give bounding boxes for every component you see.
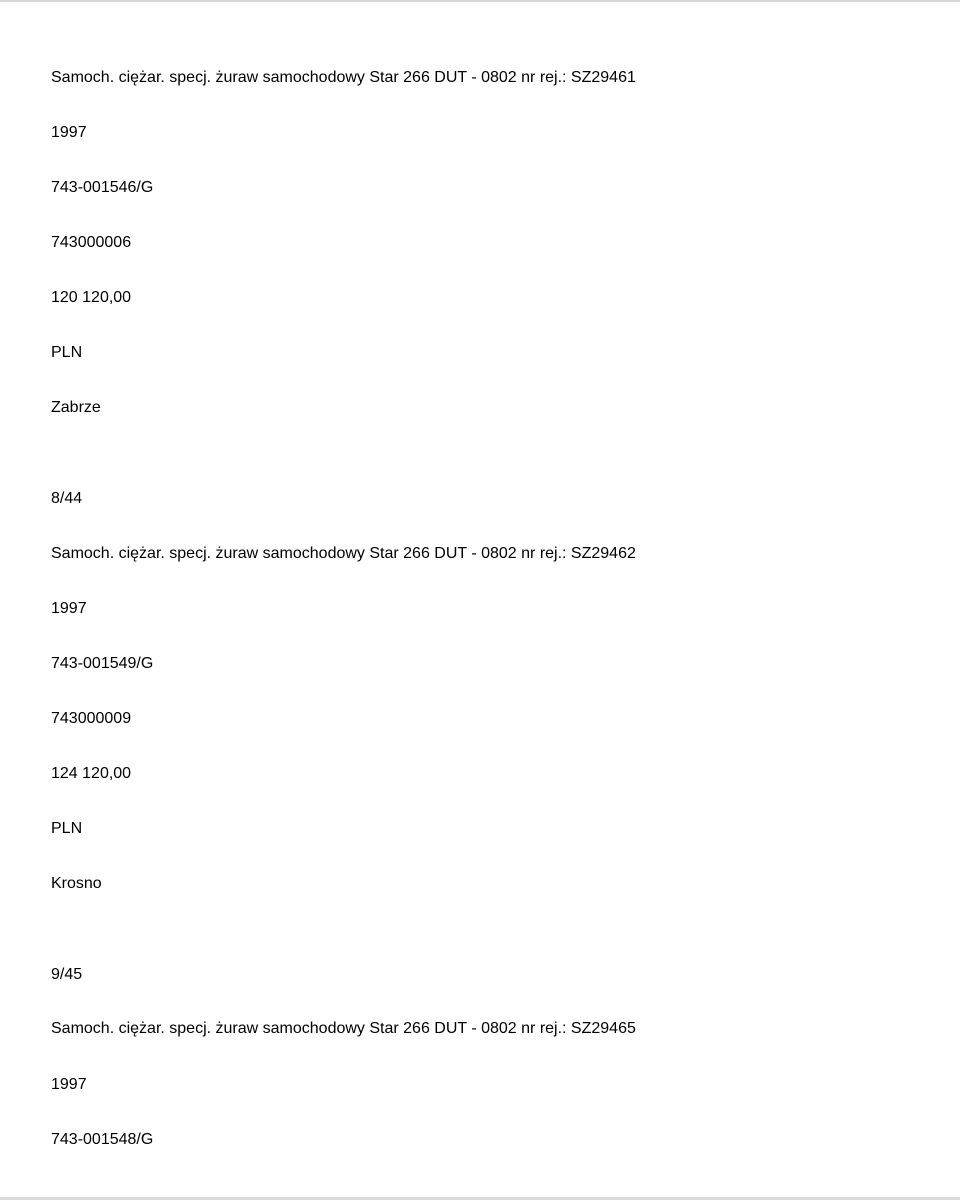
record-currency: PLN	[51, 344, 83, 361]
record-code: 743000009	[51, 710, 132, 727]
record-inventory-number: 743-001546/G	[51, 179, 154, 196]
record-inventory-number: 743-001549/G	[51, 655, 154, 672]
record-value: 120 120,00	[51, 289, 132, 306]
page-number: 8/44	[51, 490, 83, 507]
record-year: 1997	[51, 1076, 87, 1093]
record-location: Krosno	[51, 875, 102, 892]
record-inventory-number: 743-001548/G	[51, 1131, 154, 1148]
record-code: 743000006	[51, 234, 132, 251]
page-number: 9/45	[51, 966, 83, 983]
page-bottom-border	[0, 1197, 960, 1200]
record-currency: PLN	[51, 820, 83, 837]
record-location: Zabrze	[51, 399, 101, 416]
record-title: Samoch. ciężar. specj. żuraw samochodowy Star 266 DUT - 0802 nr rej.: SZ29461	[51, 69, 636, 86]
record-year: 1997	[51, 124, 87, 141]
record-title: Samoch. ciężar. specj. żuraw samochodowy Star 266 DUT - 0802 nr rej.: SZ29465	[51, 1020, 636, 1037]
page-top-border	[0, 0, 960, 2]
record-value: 124 120,00	[51, 765, 132, 782]
record-title: Samoch. ciężar. specj. żuraw samochodowy Star 266 DUT - 0802 nr rej.: SZ29462	[51, 545, 636, 562]
record-year: 1997	[51, 600, 87, 617]
